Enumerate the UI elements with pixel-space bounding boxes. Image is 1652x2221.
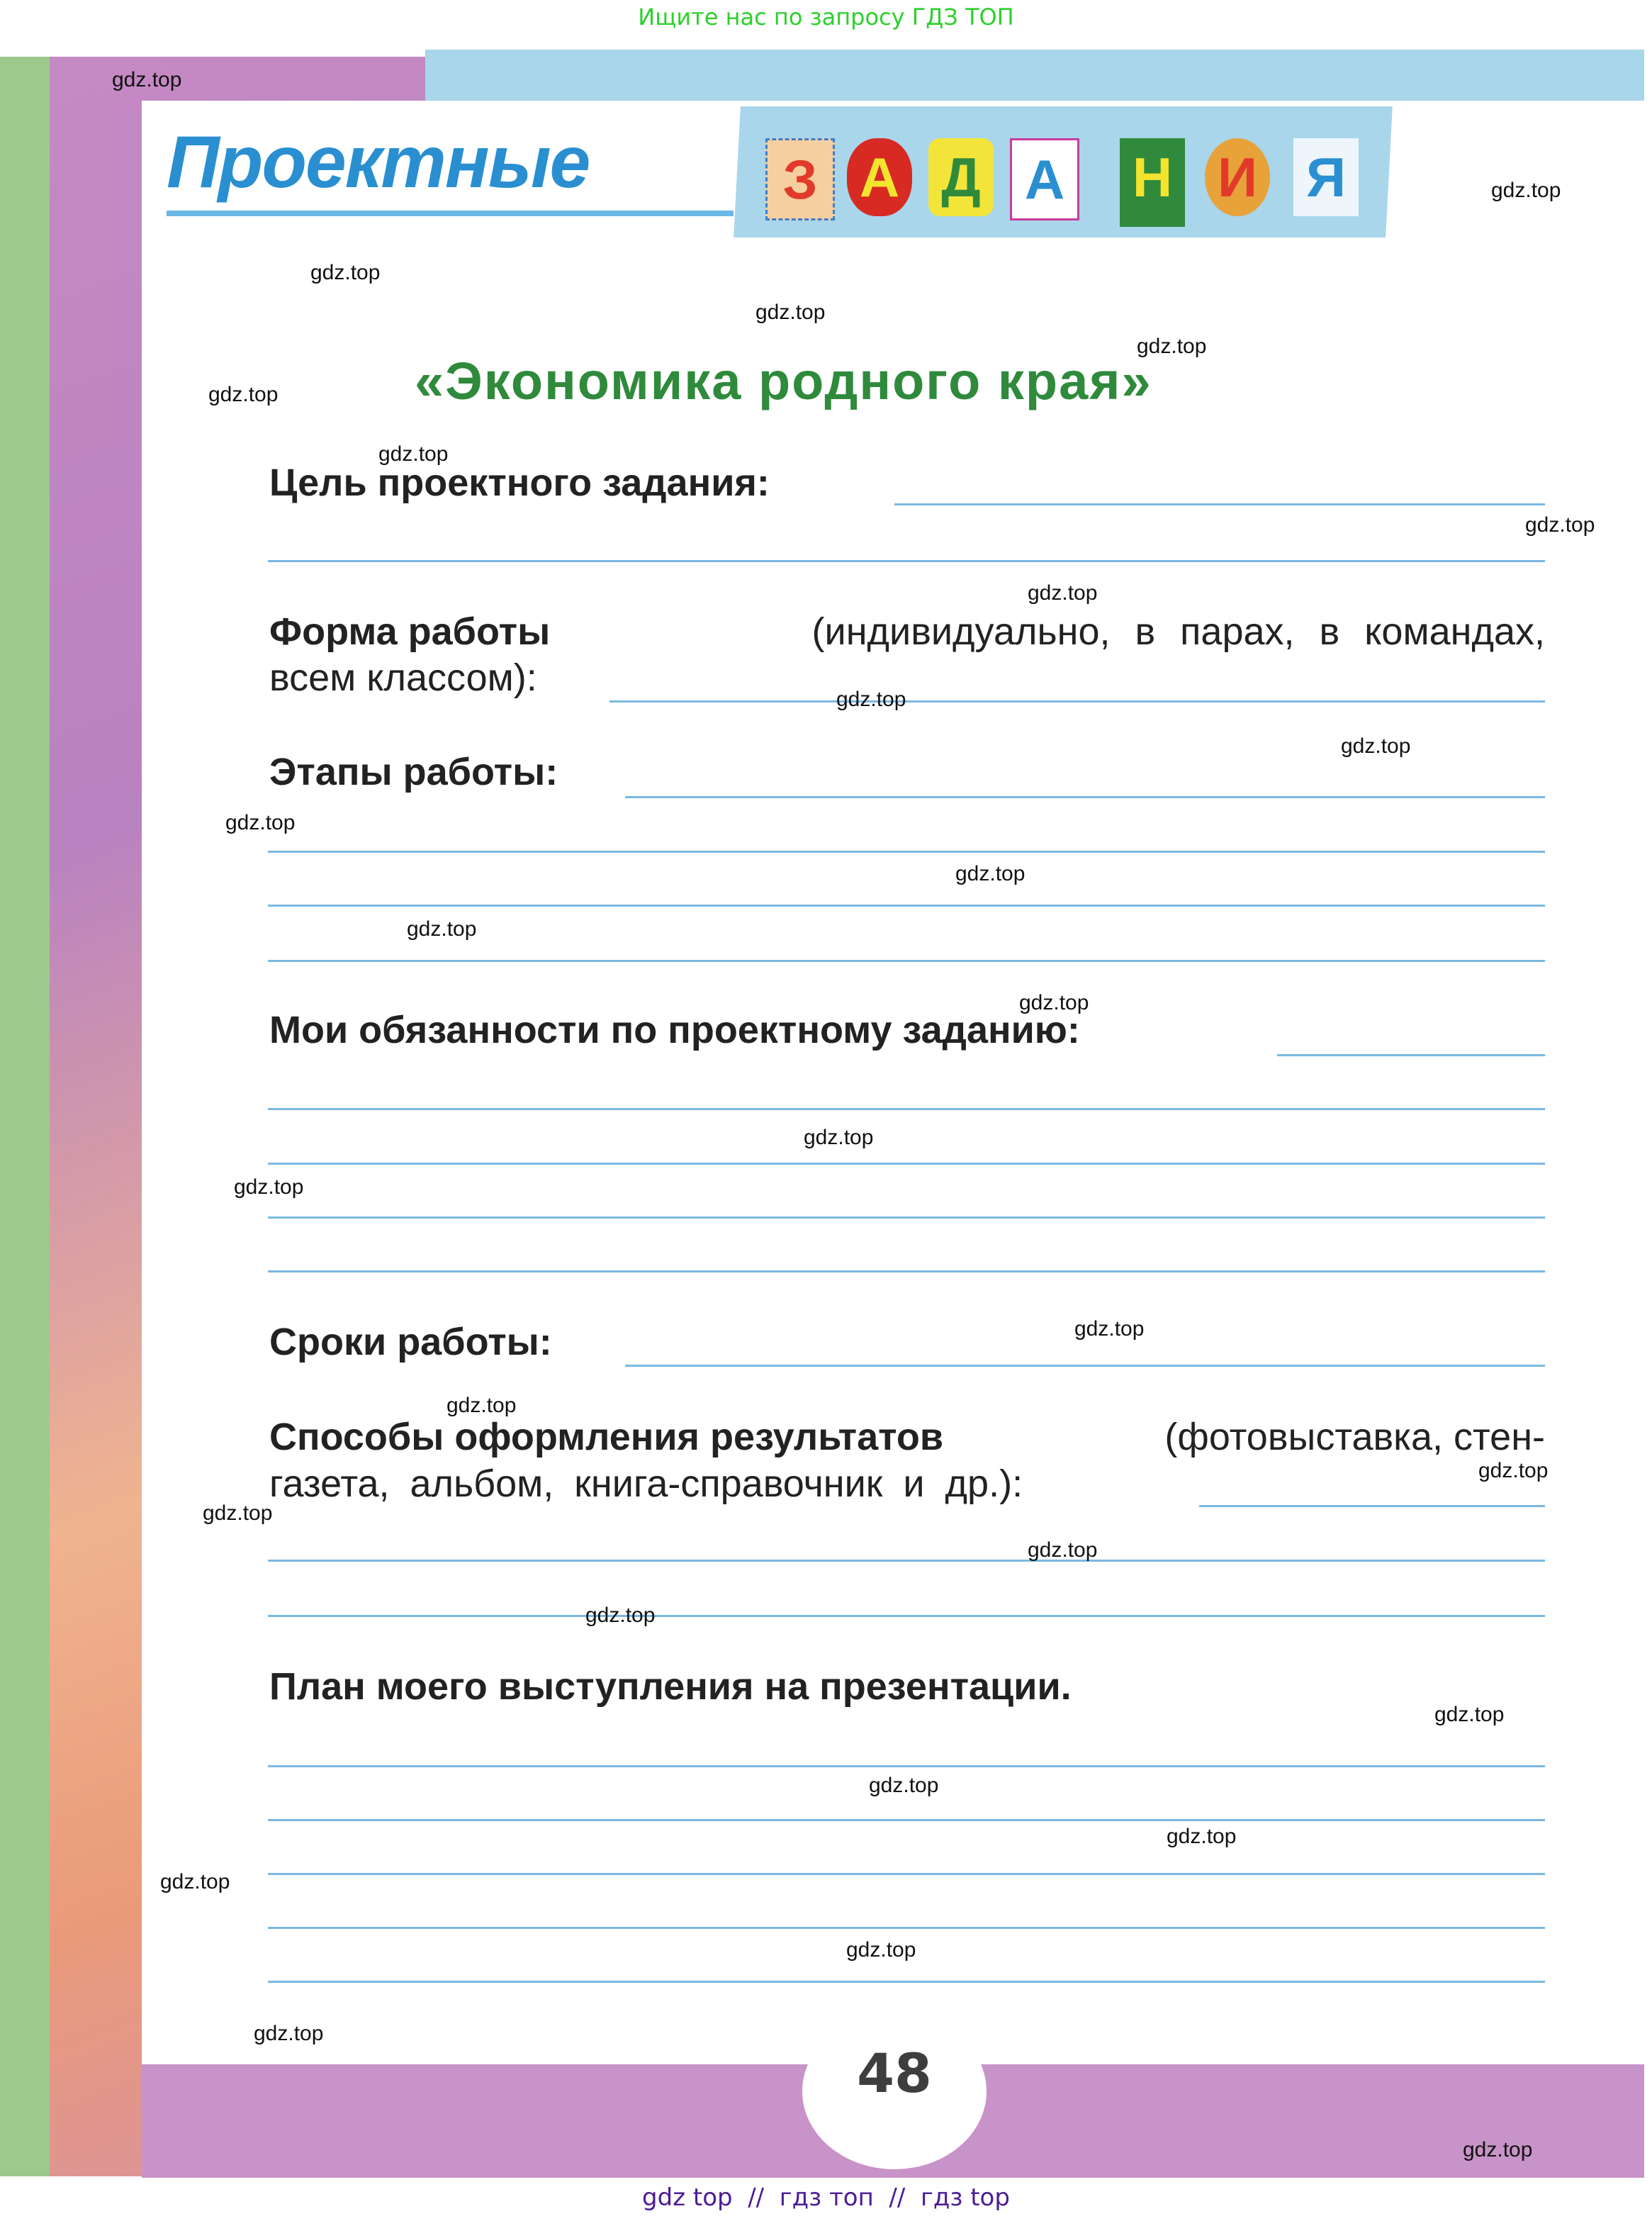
answer-line[interactable]: [268, 1108, 1545, 1110]
answer-line[interactable]: [268, 851, 1545, 853]
letter-tile: А: [1010, 138, 1079, 220]
watermark: gdz.top: [378, 442, 449, 466]
watermark: gdz.top: [1525, 513, 1595, 537]
orange-letter-tile: И: [1205, 138, 1270, 216]
watermark: gdz.top: [225, 811, 296, 834]
watermark: gdz.top: [1491, 179, 1561, 202]
letter-tile: Н: [1120, 138, 1185, 227]
watermark: gdz.top: [446, 1394, 517, 1417]
answer-line[interactable]: [268, 560, 1545, 562]
watermark: gdz.top: [869, 1774, 939, 1797]
watermark: gdz.top: [234, 1175, 304, 1199]
watermark: gdz.top: [407, 917, 477, 941]
answer-line[interactable]: [268, 960, 1545, 962]
methods-options: (фотовыставка, стен-: [1164, 1416, 1545, 1458]
page-edge: [0, 57, 50, 2176]
watermark: gdz.top: [1137, 335, 1207, 358]
watermark: gdz.top: [755, 301, 826, 324]
watermark: gdz.top: [208, 383, 279, 406]
answer-line[interactable]: [625, 796, 1545, 798]
watermark: gdz.top: [112, 68, 182, 91]
page-number-badge: [802, 2013, 987, 2169]
watermark: gdz.top: [1434, 1703, 1505, 1726]
letter-tile: Я: [1293, 138, 1359, 216]
deadlines-label-text: Сроки работы:: [269, 1321, 552, 1363]
project-title: «Экономика родного края»: [415, 352, 1152, 410]
answer-line[interactable]: [268, 1163, 1545, 1165]
letter-tile: Д: [928, 138, 994, 216]
answer-line[interactable]: [268, 1981, 1545, 1983]
watermark: gdz.top: [1028, 1538, 1098, 1562]
watermark: gdz.top: [1019, 991, 1089, 1014]
watermark: gdz.top: [955, 862, 1026, 885]
page-number: 48: [857, 2042, 932, 2105]
watermark: gdz.top: [1167, 1825, 1237, 1848]
watermark: gdz.top: [1463, 2138, 1533, 2161]
watermark: gdz.top: [203, 1501, 273, 1525]
watermark: gdz.top: [836, 688, 906, 711]
section-heading: Проектные: [167, 121, 590, 203]
form-label: [269, 610, 1545, 654]
letter-tile: З: [765, 138, 835, 220]
answer-line[interactable]: [268, 1270, 1545, 1272]
form-label-text: Форма работы: [269, 610, 551, 653]
methods-label-text: Способы оформления результатов: [269, 1416, 944, 1458]
answer-line[interactable]: [268, 1873, 1545, 1875]
stages-label: [269, 750, 558, 794]
watermark: gdz.top: [585, 1604, 656, 1627]
plan-label-text: План моего выступления на презентации.: [269, 1665, 1072, 1708]
stages-label-text: Этапы работы:: [269, 751, 558, 793]
watermark: gdz.top: [1341, 734, 1411, 758]
answer-line[interactable]: [268, 1615, 1545, 1617]
answer-line[interactable]: [1277, 1054, 1545, 1056]
answer-line[interactable]: [268, 1927, 1545, 1929]
watermark: gdz.top: [846, 1938, 916, 1962]
goal-label-text: Цель проектного задания:: [269, 461, 770, 504]
methods-options-cont: газета, альбом, книга-справочник и др.):: [269, 1462, 1023, 1505]
form-options-cont: всем классом):: [269, 656, 537, 699]
watermark: gdz.top: [804, 1126, 874, 1149]
watermark: gdz.top: [160, 1870, 230, 1893]
watermark: gdz.top: [310, 261, 381, 284]
answer-line[interactable]: [268, 1560, 1545, 1562]
goal-label: [269, 461, 770, 505]
plan-label: [269, 1665, 1072, 1708]
answer-line[interactable]: [268, 1216, 1545, 1219]
methods-label: [269, 1415, 1545, 1459]
top-blue-strip: [425, 50, 1644, 106]
answer-line[interactable]: [1199, 1505, 1545, 1507]
watermark: gdz.top: [1074, 1317, 1145, 1341]
watermark: gdz.top: [1028, 581, 1098, 605]
duties-label-text: Мои обязанности по проектному заданию:: [269, 1009, 1080, 1051]
answer-line[interactable]: [894, 503, 1545, 505]
answer-line[interactable]: [625, 1365, 1545, 1367]
apple-letter-tile: А: [847, 138, 912, 216]
duties-label: [269, 1008, 1080, 1052]
answer-line[interactable]: [268, 1819, 1545, 1821]
deadlines-label: [269, 1320, 552, 1364]
answer-line[interactable]: [268, 905, 1545, 907]
answer-line[interactable]: [268, 1765, 1545, 1767]
top-banner[interactable]: Ищите нас по запросу ГДЗ ТОП: [638, 4, 1014, 30]
watermark: gdz.top: [1478, 1459, 1549, 1482]
form-options: (индивидуально, в парах, в командах,: [811, 610, 1545, 653]
footer-watermark[interactable]: gdz top // гдз топ // гдз top: [642, 2183, 1010, 2212]
watermark: gdz.top: [254, 2022, 324, 2045]
heading-underline: [167, 211, 734, 216]
answer-line[interactable]: [609, 700, 1545, 703]
